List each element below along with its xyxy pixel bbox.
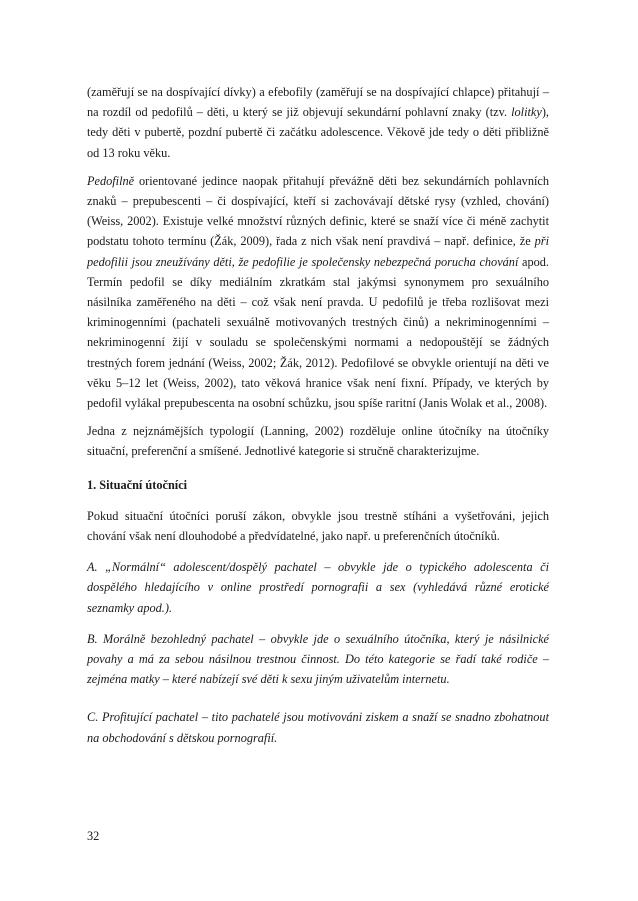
category-b: B. Morálně bezohledný pachatel – obvykle jde o sexuálního útočníka, který je násilnické povahy a má za sebou násilnou trestnou činnost. Do této kategorie se řadí také rodiče – zejména matky – které nabízejí své děti k sexu jiným uživatelům internetu. [87, 631, 549, 687]
paragraph-text: orientované jedince naopak přitahují převážně děti bez sekundárních pohlavních znaků – prepubescenti – či dospívající, kteří si zachovávají dětské rysy (vzhled, chování) (Weiss, 2002). Existuje velké množství různých definic, které se snaží více či méně zachytit podstatu tohoto termínu (Žák, 2009), řada z nich však není pravdivá – např. definice, že [87, 173, 549, 249]
paragraph-situational: Pokud situační útočníci poruší zákon, obvykle jsou trestně stíháni a vyšetřováni, jejich chování však není dlouhodobé a předvídatelné, jako např. u preferenčních útočníků. [87, 508, 549, 544]
paragraph-typology: Jedna z nejznámějších typologií (Lanning, 2002) rozděluje online útočníky na útočníky situační, preferenční a smíšené. Jednotlivé kategorie si stručně charakterizujme. [87, 424, 549, 459]
quoted-definition: že pedofilie je společensky nebezpečná porucha chování [238, 254, 519, 269]
paragraph-text: (zaměřují se na dospívající dívky) a efebofily (zaměřují se na dospívající chlapce) přitahují – na rozdíl od pedofilů – děti, u který se již objevují sekundární pohlavní znaky (tzv. [87, 85, 549, 120]
paragraph-text: ), tedy děti v pubertě, pozdní pubertě či začátku adolescence. Věkově jde tedy o děti přibližně od 13 roku věku. [87, 105, 549, 160]
paragraph-pedophilia [87, 171, 549, 413]
category-c: C. Profitující pachatel – tito pachatelé jsou motivováni ziskem a snaží se snadno zbohatnout na obchodování s dětskou pornografií. [87, 710, 549, 745]
paragraph-continuation [87, 82, 549, 163]
quoted-definition: při pedofilii jsou zneužívány děti [87, 234, 549, 269]
paragraph-text: apod. Termín pedofil se díky mediálním zkratkám stal jakýmsi synonymem pro sexuálního násilníka zaměřeného na děti – což však není pravda. U pedofilů je třeba rozlišovat mezi kriminogenními (pachateli sexuálně motivovaných trestných činů) a nekriminogenními – nekriminogenní žijí v souladu se společenskými normami a nedopouštějí se žádných trestných forem jednání (Weiss, 2002; Žák, 2012). Pedofilové se obvykle orientují na děti ve věku 5–12 let (Weiss, 2002), tato věková hranice však není fixní. Případy, ve kterých by pedofil vylákal prepubescenta na osobní schůzku, jsou spíše raritní (Janis Wolak et al., 2008). [87, 254, 549, 411]
term-pedofilne: Pedofilně [87, 173, 135, 188]
term-lolitky: lolitky [511, 105, 542, 120]
page-number: 32 [87, 829, 100, 843]
paragraph-text: , [231, 254, 239, 269]
section-heading: 1. Situační útočníci [87, 477, 188, 492]
category-a: A. „Normální“ adolescent/dospělý pachatel – obvykle jde o typického adolescenta či dospělého hledajícího v online prostředí pornografii a sex (vyhledává různé erotické seznamky apod.). [87, 560, 549, 615]
page-body [87, 82, 549, 748]
